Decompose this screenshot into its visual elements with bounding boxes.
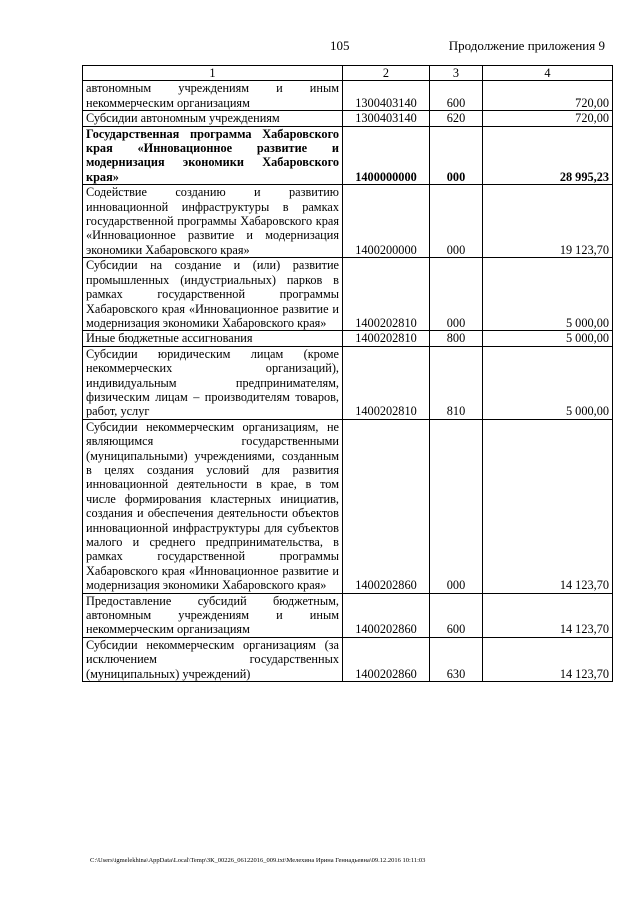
row-amount: 720,00 bbox=[483, 111, 613, 126]
row-csr-code: 1400202860 bbox=[343, 419, 430, 593]
row-amount: 5 000,00 bbox=[483, 258, 613, 331]
budget-table bbox=[82, 65, 613, 682]
row-csr-code: 1400000000 bbox=[343, 126, 430, 185]
row-name: Субсидии юридическим лицам (кроме некоммерческих организаций), индивидуальным предпринимателям, физическим лицам – производителям товаров, работ, услуг bbox=[83, 346, 343, 419]
table-row bbox=[83, 258, 613, 331]
row-csr-code: 1400202860 bbox=[343, 637, 430, 681]
table-row bbox=[83, 419, 613, 593]
row-vr-code: 000 bbox=[430, 419, 483, 593]
row-csr-code: 1400202810 bbox=[343, 346, 430, 419]
row-vr-code: 800 bbox=[430, 331, 483, 346]
row-amount: 14 123,70 bbox=[483, 419, 613, 593]
table-row bbox=[83, 185, 613, 258]
table-row bbox=[83, 81, 613, 111]
table-row bbox=[83, 126, 613, 185]
row-name: Субсидии некоммерческим организациям (за исключением государственных (муниципальных) учреждений) bbox=[83, 637, 343, 681]
row-vr-code: 000 bbox=[430, 126, 483, 185]
table-row bbox=[83, 331, 613, 346]
column-header: 1 bbox=[83, 66, 343, 81]
table-row bbox=[83, 637, 613, 681]
column-header: 4 bbox=[483, 66, 613, 81]
column-header: 3 bbox=[430, 66, 483, 81]
row-amount: 19 123,70 bbox=[483, 185, 613, 258]
footer-file-path: C:\Users\igmelekhina\AppData\Local\Temp\ЗК_00226_06122016_009.txt\Мелехина Ирина Геннадьевна\09.12.2016 10:11:03 bbox=[90, 857, 426, 864]
row-amount: 720,00 bbox=[483, 81, 613, 111]
row-csr-code: 1300403140 bbox=[343, 81, 430, 111]
column-header: 2 bbox=[343, 66, 430, 81]
row-name: Предоставление субсидий бюджетным, автономным учреждениям и иным некоммерческим организациям bbox=[83, 593, 343, 637]
table-row bbox=[83, 346, 613, 419]
row-csr-code: 1400202810 bbox=[343, 331, 430, 346]
row-name: Субсидии на создание и (или) развитие промышленных (индустриальных) парков в рамках государственной программы Хабаровского края «Инновационное развитие и модернизация экономики Хабаровского края» bbox=[83, 258, 343, 331]
row-amount: 28 995,23 bbox=[483, 126, 613, 185]
row-amount: 14 123,70 bbox=[483, 637, 613, 681]
row-vr-code: 000 bbox=[430, 258, 483, 331]
row-name: Государственная программа Хабаровского края «Инновационное развитие и модернизация экономики Хабаровского края» bbox=[83, 126, 343, 185]
row-vr-code: 600 bbox=[430, 593, 483, 637]
row-vr-code: 620 bbox=[430, 111, 483, 126]
table-header-row bbox=[83, 66, 613, 81]
row-amount: 5 000,00 bbox=[483, 346, 613, 419]
row-csr-code: 1400202810 bbox=[343, 258, 430, 331]
row-amount: 14 123,70 bbox=[483, 593, 613, 637]
row-vr-code: 600 bbox=[430, 81, 483, 111]
row-name: автономным учреждениям и иным некоммерческим организациям bbox=[83, 81, 343, 111]
row-vr-code: 000 bbox=[430, 185, 483, 258]
row-csr-code: 1400200000 bbox=[343, 185, 430, 258]
appendix-title: Продолжение приложения 9 bbox=[448, 38, 605, 53]
row-csr-code: 1300403140 bbox=[343, 111, 430, 126]
row-name: Субсидии автономным учреждениям bbox=[83, 111, 343, 126]
page-number: 105 bbox=[330, 38, 350, 53]
row-name: Субсидии некоммерческим организациям, не являющимся государственными (муниципальными) учреждениями, созданным в целях создания условий для развития инновационной деятельности в крае, в том числе формирования кластерных инициатив, создания и обеспечения деятельности объектов инновационной инфраструктуры для субъектов малого и среднего предпринимательства, в рамках государственной программы Хабаровского края «Инновационное развитие и модернизация экономики Хабаровского края» bbox=[83, 419, 343, 593]
row-name: Содействие созданию и развитию инновационной инфраструктуры в рамках государственной программы Хабаровского края «Инновационное развитие и модернизация экономики Хабаровского края» bbox=[83, 185, 343, 258]
row-csr-code: 1400202860 bbox=[343, 593, 430, 637]
row-amount: 5 000,00 bbox=[483, 331, 613, 346]
row-name: Иные бюджетные ассигнования bbox=[83, 331, 343, 346]
table-row bbox=[83, 593, 613, 637]
row-vr-code: 810 bbox=[430, 346, 483, 419]
row-vr-code: 630 bbox=[430, 637, 483, 681]
table-row bbox=[83, 111, 613, 126]
